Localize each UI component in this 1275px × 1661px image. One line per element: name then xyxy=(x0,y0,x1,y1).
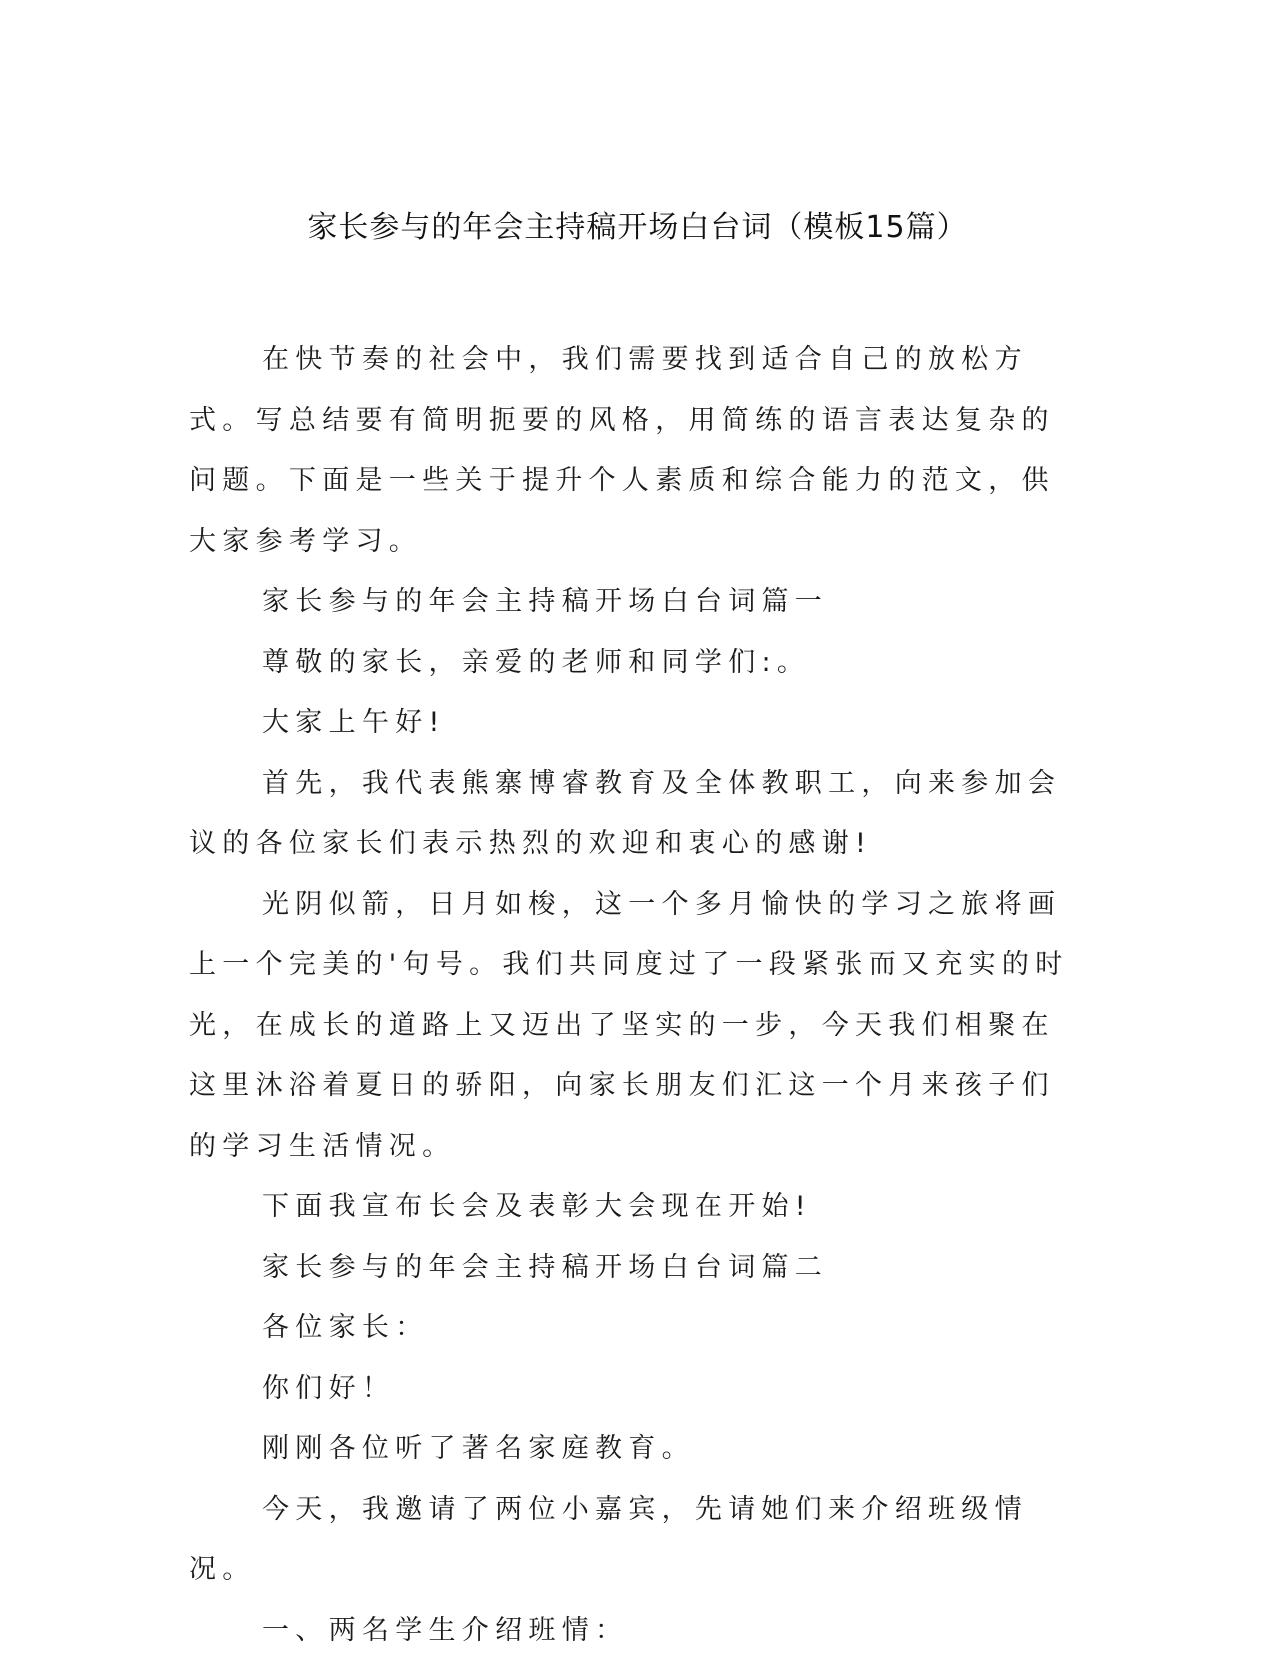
paragraph: 刚刚各位听了著名家庭教育。 xyxy=(189,1419,1077,1480)
paragraph: 首先，我代表熊寨博睿教育及全体教职工，向来参加会议的各位家长们表示热烈的欢迎和衷心的感谢! xyxy=(189,754,1077,875)
paragraph: 一、两名学生介绍班情： xyxy=(189,1601,1077,1661)
paragraph: 下面我宣布长会及表彰大会现在开始! xyxy=(189,1177,1077,1238)
section-heading-2: 家长参与的年会主持稿开场白台词篇二 xyxy=(189,1238,1077,1299)
paragraph: 各位家长： xyxy=(189,1298,1077,1359)
document-body xyxy=(189,330,1077,1661)
section-heading-1: 家长参与的年会主持稿开场白台词篇一 xyxy=(189,572,1077,633)
paragraph: 光阴似箭，日月如梭，这一个多月愉快的学习之旅将画上一个完美的'句号。我们共同度过了一段紧张而又充实的时光，在成长的道路上又迈出了坚实的一步，今天我们相聚在这里沐浴着夏日的骄阳，向家长朋友们汇这一个月来孩子们的学习生活情况。 xyxy=(189,875,1077,1178)
paragraph: 尊敬的家长，亲爱的老师和同学们:。 xyxy=(189,633,1077,694)
document-title: 家长参与的年会主持稿开场白台词（模板15篇） xyxy=(0,208,1275,248)
paragraph-intro: 在快节奏的社会中，我们需要找到适合自己的放松方式。写总结要有简明扼要的风格，用简练的语言表达复杂的问题。下面是一些关于提升个人素质和综合能力的范文，供大家参考学习。 xyxy=(189,330,1077,572)
paragraph: 今天，我邀请了两位小嘉宾，先请她们来介绍班级情况。 xyxy=(189,1480,1077,1601)
paragraph: 大家上午好! xyxy=(189,693,1077,754)
paragraph: 你们好！ xyxy=(189,1359,1077,1420)
